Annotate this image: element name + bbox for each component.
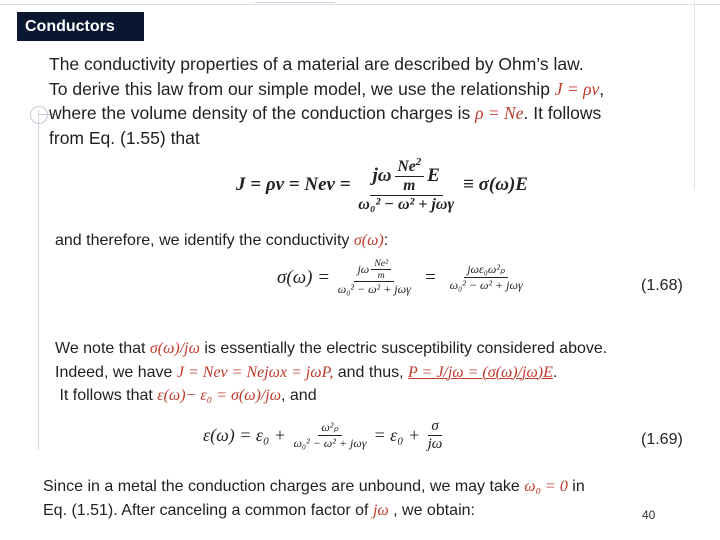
equation-current-density — [236, 156, 528, 214]
current-polarization-relation: J = Nev = Nejωx = jωP, — [176, 363, 334, 381]
eq2-frac2-num: jωε₀ω²ₚ — [464, 262, 508, 278]
jomega-factor: jω — [372, 501, 389, 519]
eq2-frac1-inner-den: m — [377, 270, 385, 281]
para2-text: and therefore, we identify the conductivity — [55, 232, 354, 249]
eq2-fraction2 — [447, 262, 526, 293]
top-rule — [0, 4, 720, 5]
left-rule — [38, 110, 39, 450]
relation-j-rho-v: J = ρv — [554, 78, 600, 99]
eq2-frac2-den: ω₀² − ω² + jωγ — [449, 278, 523, 292]
eq1-num-prefix: jω — [372, 164, 392, 186]
eq2-frac1-prefix: jω — [357, 262, 370, 276]
para3-l2-b: and thus, — [333, 363, 409, 381]
eq3-lhs: ε(ω) = ε₀ + — [203, 425, 291, 445]
para3-l2-c: . — [552, 363, 558, 381]
eq3-mid: = ε₀ + — [373, 425, 425, 445]
relation-rho-ne: ρ = Ne — [475, 103, 524, 123]
equation-permittivity — [203, 418, 445, 453]
para3-line2 — [55, 361, 715, 385]
eq2-frac1-inner-num: Ne² — [371, 258, 391, 270]
para4-l2-a: Eq. (1.51). After canceling a common factor of — [43, 501, 373, 519]
eq2-fraction1 — [335, 258, 414, 297]
permittivity-relation: ε(ω)− ε₀ = σ(ω)/jω — [157, 387, 282, 404]
omega-zero-relation: ω₀ = 0 — [524, 478, 568, 495]
para1-line4: from Eq. (1.55) that — [49, 127, 200, 148]
para4-l2-b: , we obtain: — [388, 501, 475, 519]
top-accent-rule — [255, 2, 335, 3]
para4-line2 — [43, 499, 703, 523]
para3-l3-b: , and — [281, 387, 317, 404]
equation-number-1-69: (1.69) — [641, 431, 683, 448]
eq2-equals: = — [423, 266, 437, 288]
eq1-lhs: J = ρv = Nev = — [236, 174, 356, 196]
para1-line3-text: where the volume density of the conduction charges is — [49, 103, 476, 123]
para1-line3-end: . It follows — [523, 103, 602, 123]
eq3-fraction2 — [425, 418, 446, 453]
eq2-frac1-num — [354, 258, 394, 282]
eq1-denominator: ω₀² − ω² + jωγ — [358, 196, 455, 214]
paragraph-ohms-law — [49, 52, 709, 150]
eq2-frac1-den: ω₀² − ω² + jωγ — [337, 282, 411, 296]
slide-title: Conductors — [17, 12, 144, 41]
eq3-frac1-den: ω₀² − ω² + jωγ — [293, 436, 367, 450]
eq1-inner-fraction — [395, 156, 425, 195]
eq1-fraction — [355, 156, 457, 214]
para3-l1-b: is essentially the electric susceptibility considered above. — [199, 340, 608, 357]
para3-l1-a: We note that — [55, 340, 150, 357]
para4-l1-b: in — [567, 478, 585, 495]
eq3-fraction1 — [290, 420, 369, 451]
para4-line1 — [43, 475, 703, 499]
paragraph-identify-conductivity — [55, 229, 388, 253]
eq2-frac1-inner — [371, 258, 391, 281]
para1-line2-text: To derive this law from our simple model, we use the relationship — [49, 78, 555, 99]
para3-l3-a: It follows that — [55, 387, 158, 404]
para2-end: : — [383, 232, 389, 249]
eq3-frac1-num: ω²ₚ — [318, 420, 341, 436]
eq1-numerator — [370, 156, 443, 196]
para3-line1 — [55, 337, 715, 361]
eq1-rhs: ≡ σ(ω)E — [463, 174, 528, 196]
paragraph-susceptibility — [55, 337, 715, 408]
bullet-circle — [30, 106, 48, 124]
para3-line3 — [55, 384, 715, 408]
paragraph-metal-unbound — [43, 475, 703, 522]
para4-l1-a: Since in a metal the conduction charges are unbound, we may take — [43, 478, 525, 495]
polarization-relation: P = J/jω = (σ(ω)/jω)E — [408, 363, 553, 381]
para1-line1: The conductivity properties of a material are described by Ohm’s law. — [49, 54, 584, 74]
para1-line3 — [49, 101, 709, 126]
para1-line2 — [49, 77, 709, 102]
eq3-frac2-den: jω — [427, 436, 443, 452]
equation-number-1-68: (1.68) — [641, 277, 683, 294]
eq1-ne-exp: 2 — [415, 156, 422, 168]
conductivity-symbol: σ(ω) — [353, 232, 384, 249]
eq1-ne: Ne — [397, 158, 416, 176]
eq1-num-e: E — [427, 164, 440, 186]
eq1-inner-den: m — [403, 177, 416, 195]
page-number: 40 — [642, 508, 656, 522]
sigma-over-jomega: σ(ω)/jω — [149, 340, 200, 357]
equation-conductivity — [277, 258, 526, 297]
para3-l2-a: Indeed, we have — [55, 363, 177, 381]
eq1-inner-num — [395, 156, 425, 177]
eq2-lhs: σ(ω) = — [277, 266, 335, 288]
eq3-frac2-num: σ — [428, 418, 441, 436]
para1-line2-end: , — [599, 78, 605, 99]
